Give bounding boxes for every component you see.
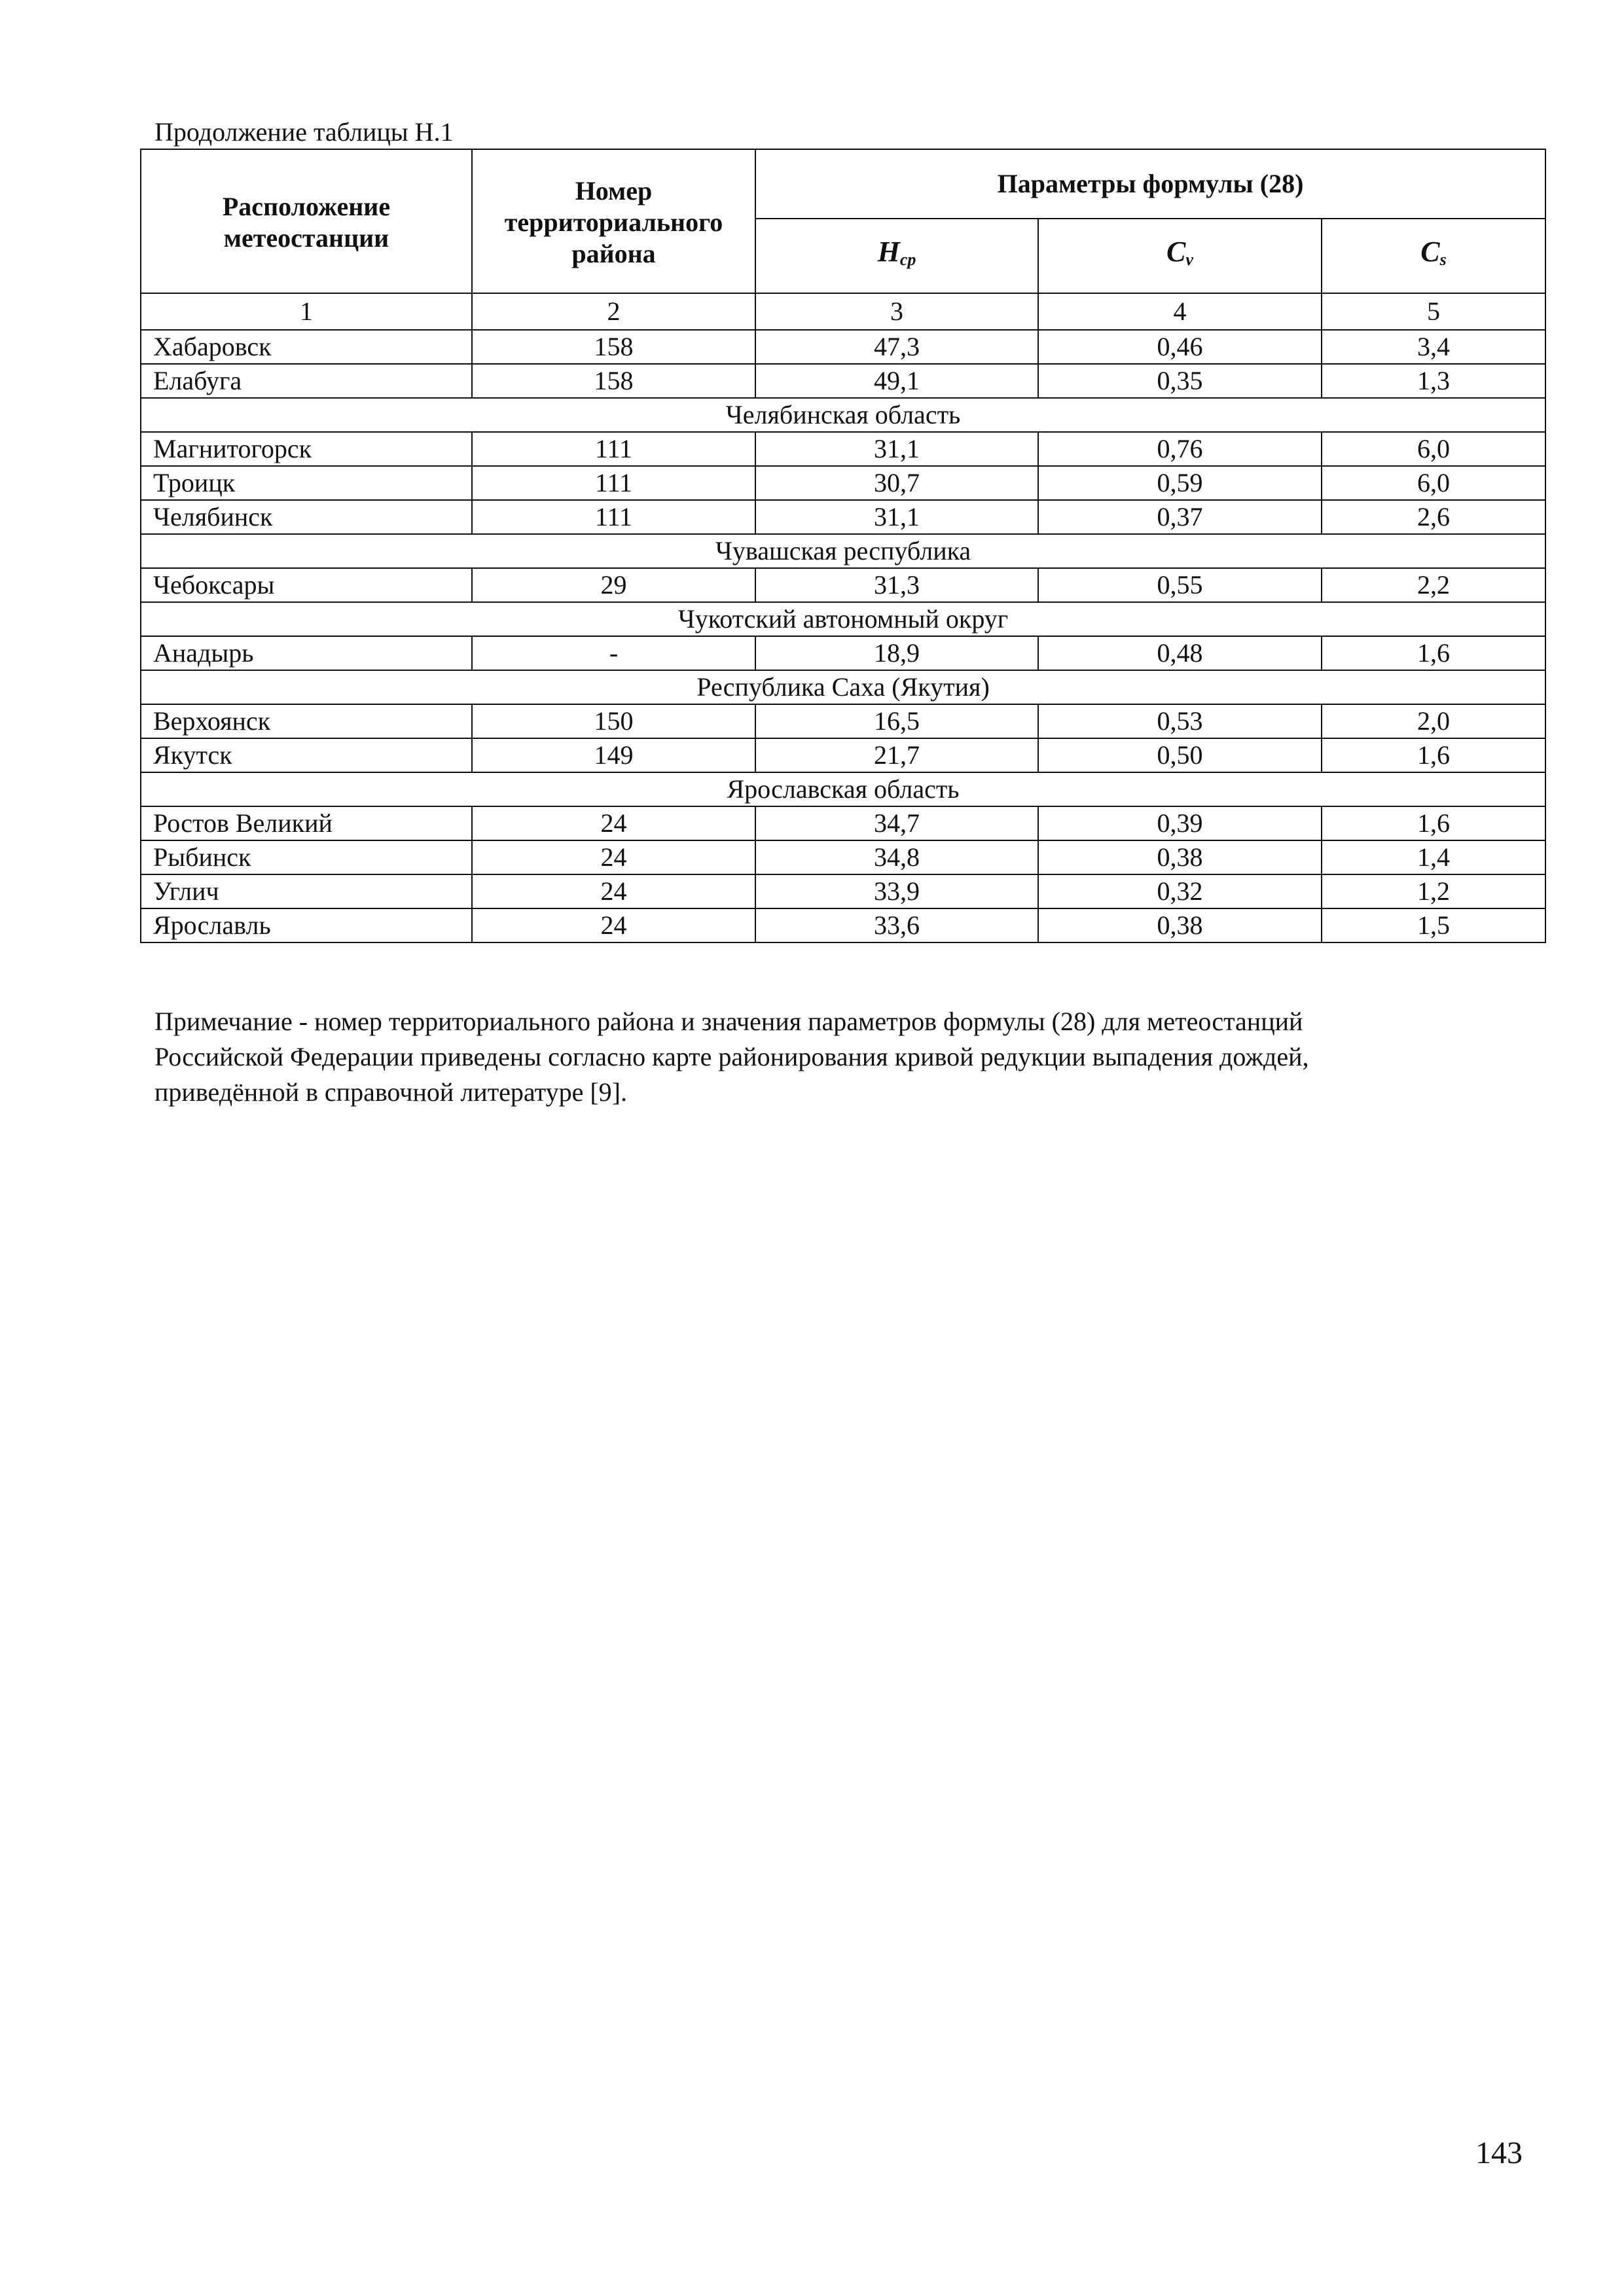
column-number: 5 bbox=[1322, 293, 1545, 330]
table-row bbox=[141, 364, 1545, 398]
group-row bbox=[141, 534, 1545, 568]
region-cell: 29 bbox=[472, 568, 755, 602]
table-row bbox=[141, 568, 1545, 602]
table-row bbox=[141, 636, 1545, 670]
table-row bbox=[141, 840, 1545, 874]
group-row bbox=[141, 670, 1545, 704]
cs-cell: 1,5 bbox=[1322, 908, 1545, 942]
header-location: Расположение метеостанции bbox=[141, 149, 472, 293]
cv-cell: 0,37 bbox=[1038, 500, 1322, 534]
header-region-number: Номер территориального района bbox=[472, 149, 755, 293]
region-cell: 149 bbox=[472, 738, 755, 772]
h-mean-cell: 49,1 bbox=[755, 364, 1038, 398]
station-cell: Троицк bbox=[141, 466, 472, 500]
cs-cell: 1,6 bbox=[1322, 806, 1545, 840]
cs-cell: 1,3 bbox=[1322, 364, 1545, 398]
table-row bbox=[141, 908, 1545, 942]
station-cell: Ярославль bbox=[141, 908, 472, 942]
h-mean-cell: 16,5 bbox=[755, 704, 1038, 738]
note-line: приведённой в справочной литературе [9]. bbox=[154, 1077, 627, 1107]
region-cell: 24 bbox=[472, 908, 755, 942]
column-number: 1 bbox=[141, 293, 472, 330]
header-cv bbox=[1038, 219, 1322, 293]
column-number: 3 bbox=[755, 293, 1038, 330]
station-cell: Якутск bbox=[141, 738, 472, 772]
cv-cell: 0,53 bbox=[1038, 704, 1322, 738]
group-row bbox=[141, 602, 1545, 636]
header-cv-base: C bbox=[1166, 236, 1186, 268]
header-h-sub: ср bbox=[899, 250, 916, 269]
table-row bbox=[141, 330, 1545, 364]
header-cs-sub: s bbox=[1439, 250, 1447, 269]
h-mean-cell: 34,8 bbox=[755, 840, 1038, 874]
cv-cell: 0,38 bbox=[1038, 840, 1322, 874]
header-cs bbox=[1322, 219, 1545, 293]
cs-cell: 1,2 bbox=[1322, 874, 1545, 908]
h-mean-cell: 47,3 bbox=[755, 330, 1038, 364]
table-row bbox=[141, 738, 1545, 772]
cs-cell: 2,6 bbox=[1322, 500, 1545, 534]
table-row bbox=[141, 874, 1545, 908]
note-line: Российской Федерации приведены согласно карте районирования кривой редукции выпадения дождей, bbox=[154, 1042, 1309, 1071]
group-label: Ярославская область bbox=[141, 772, 1545, 806]
cv-cell: 0,48 bbox=[1038, 636, 1322, 670]
cs-cell: 1,6 bbox=[1322, 738, 1545, 772]
cs-cell: 3,4 bbox=[1322, 330, 1545, 364]
region-cell: 158 bbox=[472, 364, 755, 398]
region-cell: - bbox=[472, 636, 755, 670]
table-note bbox=[154, 1004, 1542, 1110]
header-h-base: H bbox=[877, 236, 900, 268]
region-cell: 111 bbox=[472, 466, 755, 500]
column-number-row bbox=[141, 293, 1545, 330]
meteostation-parameters-table bbox=[140, 149, 1546, 943]
group-label: Челябинская область bbox=[141, 398, 1545, 432]
h-mean-cell: 31,1 bbox=[755, 432, 1038, 466]
table-body bbox=[141, 293, 1545, 942]
table-row bbox=[141, 432, 1545, 466]
region-cell: 158 bbox=[472, 330, 755, 364]
station-cell: Челябинск bbox=[141, 500, 472, 534]
cv-cell: 0,59 bbox=[1038, 466, 1322, 500]
h-mean-cell: 31,1 bbox=[755, 500, 1038, 534]
station-cell: Елабуга bbox=[141, 364, 472, 398]
h-mean-cell: 31,3 bbox=[755, 568, 1038, 602]
group-label: Чукотский автономный округ bbox=[141, 602, 1545, 636]
column-number: 4 bbox=[1038, 293, 1322, 330]
cv-cell: 0,39 bbox=[1038, 806, 1322, 840]
table-row bbox=[141, 466, 1545, 500]
region-cell: 24 bbox=[472, 806, 755, 840]
h-mean-cell: 18,9 bbox=[755, 636, 1038, 670]
h-mean-cell: 21,7 bbox=[755, 738, 1038, 772]
region-cell: 24 bbox=[472, 874, 755, 908]
region-cell: 111 bbox=[472, 432, 755, 466]
table-row bbox=[141, 806, 1545, 840]
station-cell: Верхоянск bbox=[141, 704, 472, 738]
cv-cell: 0,35 bbox=[1038, 364, 1322, 398]
cs-cell: 6,0 bbox=[1322, 432, 1545, 466]
h-mean-cell: 33,6 bbox=[755, 908, 1038, 942]
table-caption: Продолжение таблицы Н.1 bbox=[154, 117, 454, 147]
station-cell: Рыбинск bbox=[141, 840, 472, 874]
note-line: Примечание - номер территориального района и значения параметров формулы (28) для метеостанций bbox=[154, 1007, 1303, 1036]
cv-cell: 0,38 bbox=[1038, 908, 1322, 942]
station-cell: Углич bbox=[141, 874, 472, 908]
column-number: 2 bbox=[472, 293, 755, 330]
station-cell: Чебоксары bbox=[141, 568, 472, 602]
table-header bbox=[141, 149, 1545, 293]
station-cell: Хабаровск bbox=[141, 330, 472, 364]
header-formula-params: Параметры формулы (28) bbox=[755, 149, 1545, 219]
cv-cell: 0,50 bbox=[1038, 738, 1322, 772]
cs-cell: 1,6 bbox=[1322, 636, 1545, 670]
station-cell: Анадырь bbox=[141, 636, 472, 670]
cv-cell: 0,55 bbox=[1038, 568, 1322, 602]
group-label: Республика Саха (Якутия) bbox=[141, 670, 1545, 704]
cs-cell: 2,2 bbox=[1322, 568, 1545, 602]
cs-cell: 1,4 bbox=[1322, 840, 1545, 874]
table-row bbox=[141, 704, 1545, 738]
page-number: 143 bbox=[1475, 2136, 1523, 2170]
region-cell: 150 bbox=[472, 704, 755, 738]
header-h-mean bbox=[755, 219, 1038, 293]
h-mean-cell: 30,7 bbox=[755, 466, 1038, 500]
group-row bbox=[141, 398, 1545, 432]
cv-cell: 0,32 bbox=[1038, 874, 1322, 908]
header-cv-sub: v bbox=[1185, 250, 1193, 269]
region-cell: 24 bbox=[472, 840, 755, 874]
h-mean-cell: 34,7 bbox=[755, 806, 1038, 840]
cv-cell: 0,46 bbox=[1038, 330, 1322, 364]
header-cs-base: C bbox=[1420, 236, 1440, 268]
cs-cell: 2,0 bbox=[1322, 704, 1545, 738]
table-row bbox=[141, 500, 1545, 534]
h-mean-cell: 33,9 bbox=[755, 874, 1038, 908]
station-cell: Магнитогорск bbox=[141, 432, 472, 466]
group-row bbox=[141, 772, 1545, 806]
station-cell: Ростов Великий bbox=[141, 806, 472, 840]
cv-cell: 0,76 bbox=[1038, 432, 1322, 466]
region-cell: 111 bbox=[472, 500, 755, 534]
group-label: Чувашская республика bbox=[141, 534, 1545, 568]
cs-cell: 6,0 bbox=[1322, 466, 1545, 500]
